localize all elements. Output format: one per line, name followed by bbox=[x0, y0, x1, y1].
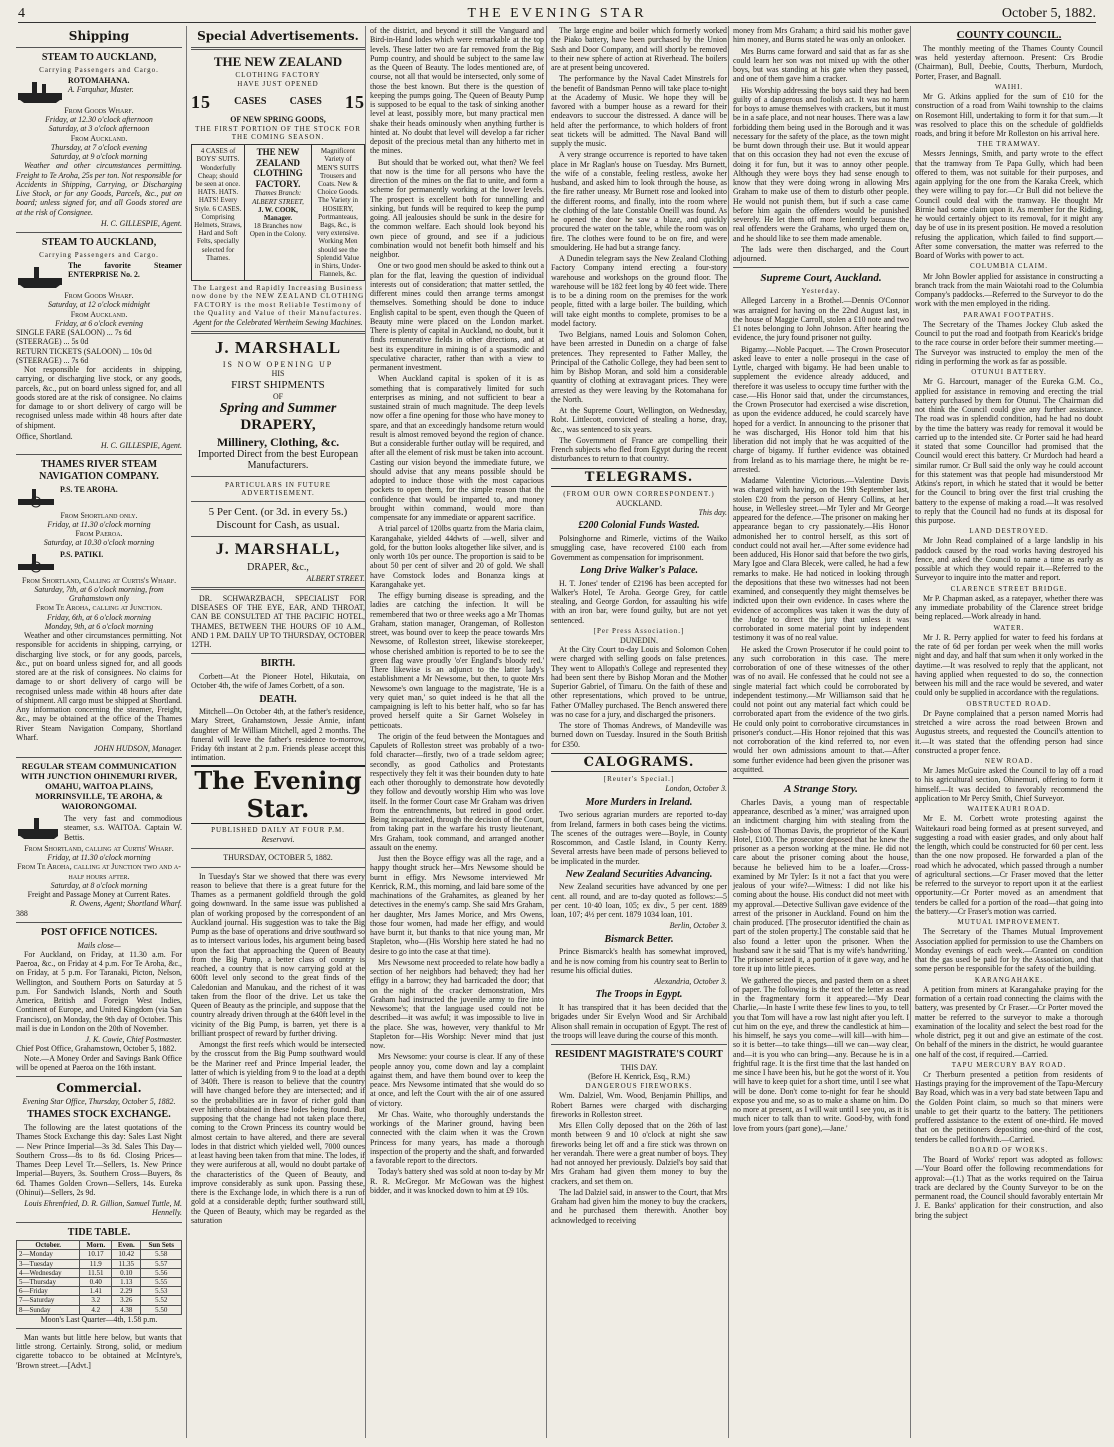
s1-from1: From Goods Wharf. bbox=[64, 105, 134, 115]
council-obstructed: OBSTRUCTED ROAD. bbox=[966, 699, 1052, 708]
tide-cell: 4.38 bbox=[112, 1305, 141, 1314]
column-news-telegrams bbox=[546, 26, 727, 1438]
t1-heading: £200 Colonial Funds Wasted. bbox=[578, 520, 700, 532]
tide-row bbox=[17, 1259, 182, 1268]
council-parawai-body: The Secretary of the Thames Jockey Club asked the Council to put the road and footpath from Kearick's bridge to the race course in order before their summer meeting.—The Surveyor was instructed to employ the men of the riding in performing the work as far as possible. bbox=[915, 319, 1103, 366]
column-editorial-cont bbox=[365, 26, 544, 1438]
s1-t1: Friday, at 12.30 o'clock afternoon bbox=[45, 115, 153, 125]
c3-body: Prince Bismarck's health has somewhat improved, and he is now coming from his country seat to Berlin to resume his official duties. bbox=[551, 947, 727, 975]
calograms-heading: CALOGRAMS. bbox=[551, 753, 727, 772]
nz-cases-a: CASES bbox=[234, 96, 267, 108]
nz-opened: HAVE JUST OPENED bbox=[237, 80, 319, 89]
supreme-court-sub: Yesterday. bbox=[801, 287, 841, 296]
marshall-spring: Spring and Summer bbox=[219, 400, 337, 416]
s1-master: A. Farquhar, Master. bbox=[68, 85, 134, 95]
calograms-sub: [Reuter's Special.] bbox=[603, 775, 675, 784]
s3-c: From Shortland, Calling at Curtis's Wharf. bbox=[21, 575, 177, 585]
council-columbia: COLUMBIA CLAIM. bbox=[969, 262, 1048, 271]
tide-cell: 5.50 bbox=[141, 1305, 182, 1314]
s3-ship1: P.S. TE AROHA. bbox=[60, 484, 118, 494]
s1-sub: Carrying Passengers and Cargo. bbox=[39, 65, 159, 74]
nz-goods2: THE FIRST PORTION OF THE STOCK FOR THE COMING SEASON. bbox=[195, 124, 361, 142]
s3-title: THAMES RIVER STEAM NAVIGATION COMPANY. bbox=[39, 459, 159, 482]
c1-body: Two serious agrarian murders are reported to-day from Ireland, farmers in both cases being the victims. The scenes of the outrages were—Boyle, in County Roscommon, and Castle Island, in County Kerry. Several arrests have been made of persons believed to be implicated in the murder. bbox=[551, 810, 727, 866]
nz-box-branches: 18 Branches now Open in the Colony. bbox=[249, 222, 307, 239]
council-water-body: Mr J. R. Perry applied for water to feed his fordans at the rate of 6d per fordan per week when the mill works night and day, and half that sum when it only worked in the daytime.—It was resolved to reply that the applicant, not having applied when requested to do so, the connection between his mill and the race would be severed, and water could only be supplied in accordance with the regulations. bbox=[915, 632, 1103, 698]
dateline-berlin: Berlin, October 3. bbox=[669, 921, 727, 931]
c5-p3: His Worship addressing the boys said they had been guilty of a dangerous and foolish act. It was no harm for boys to amuse themselves with crackers, but it must be in a safe place, and not near houses. There was a law forbidding them being used in the Borough and it was necessary for the safety of the place, as the town might be burnt down through their use. But it would appear that on this occasion they had not even the excuse of doing it for fun, but it was to annoy other people. Although they were boys they had sense enough to know that they were doing wrong in allowing Mrs Graham to make use of them to disturb other people. He would not punish them, but if such a case came before him again the offenders would be punished severely. He let them off more leniently because the real offenders were the Grahams, who urged them on, and he should like to see them made amenable. bbox=[733, 85, 909, 243]
tide-row bbox=[17, 1296, 182, 1305]
council-otunui: OTUNUI BATTERY. bbox=[971, 368, 1047, 377]
tide-cell: 11.9 bbox=[80, 1259, 112, 1268]
tide-col-morn: Morn. bbox=[80, 1241, 112, 1250]
star-published: PUBLISHED DAILY AT FOUR P.M. bbox=[211, 825, 345, 834]
nz-goods: OF NEW SPRING GOODS, bbox=[230, 114, 326, 124]
tide-cell: 5.58 bbox=[141, 1250, 182, 1259]
c3-p2: But should that be worked out, what then? We feel that now is the time for all persons who have the direction of the mines on the flat to unite, and form a scheme for permanently working at the lower levels. The prospect is excellent both for tunnelling and sinking, but funds will be required to keep the pump going. All jealousies should be sunk in the desire for the common welfare. Each should look beyond his own piece of ground, and see if a judicious combination would not benefit both himself and his neighbor. bbox=[370, 157, 544, 259]
marshall-line1: IS NOW OPENING UP bbox=[222, 360, 334, 370]
commercial-heading: Commercial. bbox=[56, 1081, 142, 1096]
nz-cases-b: CASES bbox=[289, 96, 322, 108]
tide-cell: 0.10 bbox=[112, 1268, 141, 1277]
c4-p7: The Government of France are compelling their French subjects who fled from Egypt during the recent disturbances to return to that country. bbox=[551, 435, 727, 464]
tide-col-sunset: Sun Sets bbox=[141, 1241, 182, 1250]
s3-b: From Paeroa. bbox=[75, 529, 123, 539]
tide-row bbox=[17, 1268, 182, 1277]
s3-d: From Te Aroha, calling at Junction. bbox=[35, 603, 163, 613]
tide-cell: 7—Saturday bbox=[17, 1296, 80, 1305]
council-land: LAND DESTROYED. bbox=[969, 527, 1049, 536]
c3-p12: Today's battery shed was sold at noon to-day by Mr R. R. McGregor. Mr McGowan was the highest bidder, and it was knocked down to him at £9 10s. bbox=[370, 1167, 544, 1195]
s4-t1: From Shortland, calling at Curtis' Wharf. bbox=[24, 843, 174, 853]
council-tramway-body: Messrs Jennings, Smith, and party wrote to the effect that the tramway from Te Papa Gully, which had been offered to them, was not suitable for their purposes, and again applying for the one from the Karaka Creek, which they were willing to pay for.—Cr Bull did not believe the Council could deal with the tramway. He thought Mr Birnie had some claim upon it. As member for the Riding, he would certainly object to its removal, for it might any day be of use in its present position. He moved a resolution refusing the application, which failed to find support.—After some conversation, the matter was referred to the Board of Works with power to act. bbox=[915, 149, 1103, 261]
birth-heading: BIRTH. bbox=[260, 658, 296, 670]
s4-title: REGULAR STEAM COMMUNICATION WITH JUNCTION OHINEMURI RIVER, OMAHU, WAITOA PLAINS, MORRINSVILLE, TE AROHA, & WAIORONGOMAI. bbox=[20, 761, 178, 812]
ship-ad-rotomahana bbox=[16, 76, 182, 104]
council-waihi-body: Mr G. Atkins applied for the sum of £10 for the construction of a road from Waihi township to the claims on Rosemont Hill, undertaking to form it for that sum.—It was resolved to place this on the schedule of goldfields roads, and bring it before Mr Rolleston on his arrival here. bbox=[915, 92, 1103, 139]
t2-heading: Long Drive Walker's Palace. bbox=[580, 564, 698, 576]
marshall-name-2: J. MARSHALL, bbox=[215, 541, 341, 559]
tide-cell: 5.55 bbox=[141, 1277, 182, 1286]
paddle-steamer-icon bbox=[16, 550, 56, 574]
strange-story-p2: We gathered the pieces, and pasted them on a sheet of paper. The following is the text of the letter as read in the fragmentary form it appeared:—'My Dear Charlie,—In haste I write these few lines to you, to tell you that Tom will have a row last night after you left. I cut him on the eye, and threw the candlestick at him—his himself, he says you come—will kill—with him—so it is better—to take things—till we can—way clear, and—it is you who can bring—any. Because he is in a frightful rage. It is the first time that the last handed on me since I have been his, but he got the worst of it. You will have to keep quiet for a short time, until I see what will be done. Don't come to-night for fear he should expose you and me, so as to make a shame on him. Do no more at present, as I will wait until I see you, as it is much nicer to talk than to write. Good-by, with fond love from yours (part gone),—Jane.' bbox=[733, 975, 909, 1133]
council-tapu-body: Cr Therburn presented a petition from residents of Hastings praying for the improvement of the Tapu-Mercury Bay Road, which was in a very bad state between Tapu and the Golden Point claim, so much so that miners were unable to get their quartz to the battery. The petitioners proffered assistance to the extent of one-third. He moved that on the petitioners depositing one-third of the cost, tenders be called forthwith.—Carried. bbox=[915, 1069, 1103, 1144]
s3-note: Weather and other circumstances permitting. Not responsible for accidents in shipping, carrying, or discharging live stock, or for any goods, parcels, &c., put on board unless signed for, and all goods stored are at the risk of consignees. No claims for damage to or short delivery of cargo will be recognised unless made within 48 hours after date of shipment. All cargo must be shipped at Shortland. Any information concerning the steamer, Freight, &c., may be obtained at the office of the Thames River Steam Navigation Company, Shortland Wharf. bbox=[16, 631, 182, 742]
tobacco-ad: Man wants but little here below, but wants that little strong. Certainly. Strong, solid, or medium cigarette tobacco to be obtained at McIntyre's, 'Brown street.—[Advt.] bbox=[16, 1332, 182, 1370]
tide-header-row bbox=[17, 1241, 182, 1250]
tide-table-title: TIDE TABLE. bbox=[67, 1226, 131, 1238]
tide-cell: 11.35 bbox=[112, 1259, 141, 1268]
nz-box-mid bbox=[244, 145, 312, 280]
rm-p2: Mrs Ellen Colly deposed that on the 26th of last month between 9 and 10 o'clock at night she saw fireworks being let off and a fire stick was thrown on her verandah. There were a great number of boys. They had not annoyed her previously. Dalziel's boy said that Mrs Graham had given them money to buy the crackers, and set them on. bbox=[551, 1121, 727, 1186]
birth-notice: Corbett—At the Pioneer Hotel, Hikutaia, on October 4th, the wife of James Corbett, of a son. bbox=[191, 672, 365, 691]
s1-t4: Saturday, at 9 o'clock morning bbox=[50, 152, 148, 162]
s4-t3: From Te Aroha, calling at Junction two and a-half hours after. bbox=[17, 862, 181, 881]
s1-agent: H. C. GILLESPIE, Agent. bbox=[100, 218, 182, 228]
ad-number: 388 bbox=[16, 908, 28, 918]
council-mutual-body: The Secretary of the Thames Mutual Improvement Association applied for permission to use the Chambers on Monday evenings of each week.—Granted on condition that the gas used be paid for by the Association, and that some person be responsible for the safety of the building. bbox=[915, 927, 1103, 974]
c3-p6: The effigy burning disease is spreading, and the ladies are catching the infection. It will be remembered that two or three weeks ago a Mr Thomas Graham, station manager, Orangeman, of Rolleston street, was bound over to keep the peace towards Mrs Newsome, of Rolleston street, likewise storekeeper, whose cherished ambition is reported to be to see the green flag wave proudly 'o'er England's bloody red.' There likewise is an adjunct to the latter lady's establishment a Mr Newsome, but then, to quote Mrs Newsome's own language to the magistrate, 'He is a very quiet man,' so quiet indeed is he that all the campaigning is left to his better half, who so far has proved herself quite a Sir Garnet Wolseley in petticoats. bbox=[370, 591, 544, 730]
council-mutual: MUTUAL IMPROVEMENT. bbox=[957, 918, 1061, 927]
ship-ad-waitoa bbox=[16, 814, 182, 842]
c4-heading: The Troops in Egypt. bbox=[595, 989, 683, 1001]
c3-p1: of the district, and beyond it still the Vanguard and Bird-in-Hand lodes which were remarkable at the top levels. These latter two are far removed from the Big Pump country, and should be subject to the same law as the Queen of Beauty. The lodes mentioned are, of course, not all that would be intersected, only some of those the best known. But there is the question of keeping the pumps going. The Queen of Beauty Pump is supposed to be equal to the task of sinking another level at least, possibly more, but many practical men shake their heads ominously when anything further is hinted at. No doubt that level will develop a far richer deposit of the precious metal than any hitherto met in the mines. bbox=[370, 26, 544, 156]
post-office-date: Chief Post Office, Grahamstown, October 5, 1882. bbox=[16, 1044, 177, 1054]
marshall-draper: DRAPER, &c., bbox=[247, 561, 309, 573]
s3-c1: Saturday, 7th, at 6 o'clock morning, from Grahamstown only bbox=[34, 584, 164, 604]
death-notice: Mitchell—On October 4th, at the father's residence, Mary Street, Grahamstown, Jessie Annie, infant daughter of Mr William Mitchell, aged 2 months. The funeral will leave the father's residence to-morrow, Friday 6th instant at 2 p.m. Friends please accept this intimation. bbox=[191, 707, 365, 763]
s4-t4: Saturday, at 8 o'clock morning bbox=[50, 880, 148, 890]
tide-cell: 5.57 bbox=[141, 1259, 182, 1268]
rm-before: (Before H. Kenrick, Esq., R.M.) bbox=[588, 1072, 690, 1082]
s2-title: STEAM TO AUCKLAND, bbox=[41, 237, 157, 249]
tide-cell: 8—Sunday bbox=[17, 1305, 80, 1314]
nz-agent: Agent for the Celebrated Wertheim Sewing Machines. bbox=[193, 318, 363, 328]
c3-p3: One or two good men should be asked to think out a plan for the flat, leaving the question of individual interests out of consideration; that matter settled, the different mines could then arrange terms amongst themselves. Something should be done to induce English capital to be spent, even though the Queen of Beauty mine were placed on the London market. There is plenty of capital in Auckland, no doubt, but it finds remunerative fields in other directions, and at best its expenditure in mining is of a spasmodic and speculative character, rather than with a view to permanent investment. bbox=[370, 261, 544, 372]
s2-t2: Friday, at 6 o'clock evening bbox=[55, 318, 143, 328]
tide-cell: 5.52 bbox=[141, 1296, 182, 1305]
sc-p3: Madame Valentine Victorious.—Valentine Davis was charged with having, on the 19th September last, stolen £20 from the person of Henry Collins, at her house, in Wellesley street.—Mr Tyler and Mr George appeared for the defence.—The prisoner on making her appearance began to cry passionately.—His Honor admonished her to control herself, as this sort of conduct could not avail her.—After some evidence had been adduced, His Honor said that before the two girls, Mary Igoe and Clara Blecek, were called, he had a few remarks to make. He had noticed in looking through the depositions that these two witnesses had not been examined, and consequently they might themselves be indicted upon their own evidence. In cases where the evidence of accomplices was taken it was the duty of the Judge to direct the jury that unless it was corroborated in some material point by independent testimony it was of no real value. bbox=[733, 476, 909, 643]
ship-ad-enterprise bbox=[16, 261, 182, 289]
marshall-millinery: Millinery, Clothing, &c. bbox=[216, 434, 340, 449]
stock-exchange-body: The following are the latest quotations of the Thames Stock Exchange this day: Sales Last Night— New Prince Imperial—3s 3d. Sales This Day— Southern Cross—8s to 8s 6d. Closing Prices— Thames Deep Level Tr.—Sellers, 1s. New Prince Imperial—Buyers, 3s. Southern Cross—Buyers, 8s 6d. Thames Golden Crown—Sellers, 14s. Eureka (Ohinui)—Sellers, 2s 9d. bbox=[16, 1123, 182, 1197]
c3-p7: The origin of the feud between the Montagues and Capulets of Rolleston street was probably of a two-fold character—firstly, two of a trade seldom agree; secondly, as good Catholics and Protestants respectively they felt it was their bounden duty to hate each other thoroughly to demonstrate how devotedly they follow and devoutly worship Him who was love itself. In the former Court case Mr Graham was driven from the entrenchments, but retired in good order. Being incapacitated, through the decision of the Court, from taking part in the warfare his trusty lieutenant, Mrs Graham, took command, and arranged another assault on the enemy. bbox=[370, 731, 544, 852]
column-council-mines bbox=[910, 26, 1103, 1438]
ship-ad-patiki bbox=[16, 550, 182, 574]
tide-cell: 10.42 bbox=[112, 1250, 141, 1259]
s4-t5: Freight and Passage Money at Current Rates. bbox=[27, 890, 171, 900]
s1-ship: ROTOMAHANA. bbox=[68, 75, 130, 85]
s2-from2: From Auckland. bbox=[70, 309, 128, 319]
s2-office: Office, Shortland. bbox=[16, 431, 73, 441]
c5-p2: Mrs Burns came forward and said that as far as she could learn her son was not mixed up with the other boys, but was standing at his gate when they passed, and one of them gave him a cracker. bbox=[733, 46, 909, 84]
tide-cell: 0.40 bbox=[80, 1277, 112, 1286]
council-board: BOARD OF WORKS. bbox=[969, 1145, 1049, 1154]
steamship-icon bbox=[16, 261, 64, 289]
nz-box-branch: Thames Branch: ALBERT STREET, bbox=[252, 189, 304, 206]
tide-row bbox=[17, 1287, 182, 1296]
s2-ship: The favorite Steamer ENTERPRISE No. 2. bbox=[68, 261, 182, 280]
tide-cell: 4—Wednesday bbox=[17, 1268, 80, 1277]
c3-p5: A trial parcel of 120lbs quartz from the Maria claim, Karangahake, yielded 44dwts of —well, silver and gold, for the button looks altogether like silver, and is only worth 10s per ounce. The proportion is said to be about 50 per cent of silver and 20 of gold. We shall have Comstock lodes and Bonanza kings at Karangahake yet. bbox=[370, 524, 544, 589]
tide-cell: 3.2 bbox=[80, 1296, 112, 1305]
c3-p10: Mrs Newsome: your course is clear. If any of these people annoy you, come down and lay a complaint against them, and have them bound over to keep the peace. Mrs Newsome intimated that she would do so at once, and left the Court with the air of one assured of victory. bbox=[370, 1052, 544, 1108]
t4-body: The store of Thomas Andrews, of Mandeville was burned down on Tuesday. Insured in the South British for £350. bbox=[551, 721, 727, 749]
council-water: WATER. bbox=[993, 623, 1025, 632]
council-karangahake-body: A petition from miners at Karangahake praying for the formation of a certain road connecting the claims with the battery, was presented by Cr Fraser.—Cr Porter moved the matter be referred to the surveyor to make a thorough examination of the locality and select the best road for the whole district, peg it out and give an estimate of the cost. On behalf of the miners in the district, he would guarantee one half of the cost, if required.—Carried. bbox=[915, 984, 1103, 1059]
tide-cell: 1.41 bbox=[80, 1287, 112, 1296]
steamship-icon bbox=[16, 814, 60, 840]
rm-p3: The lad Dalziel said, in answer to the Court, that Mrs Graham had given him the money to buy the crackers, and he purchased them therewith. Another boy acknowledged to receiving bbox=[551, 1187, 727, 1225]
c3-p9: Mrs Newsome next proceeded to relate how badly a section of her neighbors had behaved; they had her effigy in a barrow; they had barricaded the door; that on the night of the cracker demonstration, Mrs Graham had instructed the juvenile army to fire into Newsome's; that the language used could not be described—it was awful; it was impossible to live in the place. She was, however, very thankful to Mr Stapleton for—His Worship: Never mind that just now. bbox=[370, 957, 544, 1050]
s4-ship: The very fast and commodious steamer, s.s. WAITOA. Captain W. Bettis. bbox=[64, 814, 182, 842]
marshall-particulars: PARTICULARS IN FUTURE ADVERTISEMENT. bbox=[225, 481, 331, 498]
nz-15-left: 15 bbox=[191, 91, 211, 112]
stock-exchange-title: THAMES STOCK EXCHANGE. bbox=[27, 1109, 171, 1121]
council-land-body: Mr John Read complained of a large landslip in his paddock caused by the road works having destroyed his fence, and asked the Council to name a time as early as possible at which they would repair it.—Referred to the Surveyor to inquire into the matter and report. bbox=[915, 536, 1103, 583]
s3-a: From Shortland only. bbox=[60, 510, 138, 520]
council-waitekauri: WAITEKAURI ROAD. bbox=[967, 805, 1051, 814]
issue-date: October 5, 1882. bbox=[1001, 6, 1096, 21]
column-advertisements bbox=[186, 26, 365, 1438]
rm-p1: Wm. Dalziel, Wm. Wood, Benjamin Phillips, and Robert Barnes were charged with discharging fireworks in Rolleston street. bbox=[551, 1091, 727, 1119]
return-steerage: (STEERAGE) ... 7s 6d bbox=[16, 355, 89, 365]
c5-p1: money from Mrs Graham; a third said his mother gave him money, and Burns stated he was only an onlooker. bbox=[733, 26, 909, 45]
council-tramway: THE TRAMWAY. bbox=[977, 140, 1041, 149]
column-courts bbox=[728, 26, 909, 1438]
t1-body: Polsinghorne and Rimerle, victims of the Waiko smuggling case, have recovered £100 each from Government as compensation for imprisonment. bbox=[551, 534, 727, 562]
s1-t2: Saturday, at 3 o'clock afternoon bbox=[48, 124, 150, 134]
nz-clothing-sub: CLOTHING FACTORY bbox=[235, 71, 321, 80]
supreme-court-heading: Supreme Court, Auckland. bbox=[760, 272, 882, 285]
sc-p2: Bigamy.—Noble Pacquet. — The Crown Prosecutor asked leave to enter a nolle prosequi in the case of Lyttle, charged with bigamy. He had been unable to supplement the evidence already adduced, and therefore it was useless to occupy time further with the case.—His Honor said that, under the circumstances, the Crown Prosecutor had exercised a wise discretion, as upon the evidence adduced, he could scarcely have hoped for a verdict. In announcing to the prisoner that he was discharged, His Honor told him that his liberation did not imply that he was acquitted of the charge of bigamy. If further evidence was obtained from Ireland as to his marriage there, he might be re-arrested. bbox=[733, 344, 909, 474]
fare-steerage: (STEERAGE) ... 5s 0d bbox=[16, 337, 89, 347]
c4-body: It has transpired that it has been decided that the brigades under Sir Evelyn Wood and Sir Archibald Alison shall remain in occupation of Egypt. The rest of the troops will leave during the course of this month. bbox=[551, 1003, 727, 1040]
s2-from1: From Goods Wharf. bbox=[64, 291, 134, 301]
tide-cell: 2.29 bbox=[112, 1287, 141, 1296]
c4-p3: A very strange occurrence is reported to have taken place in Mr Raglan's house on Tuesday. Mrs Burnett, the wife of a constable, feeling restless, awoke her husband, and asked him to look through the house, as the fire rather uneasy. Mr Burnett rose and looked into the different rooms, and finally, into the room where the clothing of the late Constable Oneill was found. As he opened the door he saw a blaze, and quickly procured the water on the table, while the room was on fire. The clothes were found to be on fire, and were smouldering. He had but a strange fancy. bbox=[551, 150, 727, 252]
post-sub: Mails close— bbox=[77, 940, 121, 950]
tide-cell: 1.13 bbox=[112, 1277, 141, 1286]
c3-heading: Bismarck Better. bbox=[604, 933, 674, 945]
star-date: THURSDAY, OCTOBER 5, 1882. bbox=[223, 853, 333, 863]
tide-col-month: October. bbox=[17, 1241, 80, 1250]
dateline-auckland: AUCKLAND. bbox=[615, 498, 663, 508]
sc-p1: Alleged Larceny in a Brothel.—Dennis O'Connor was arraigned for having on the 22nd August last, in the house of Maggie Carroll, stolen a £10 note and two £1 notes belonging to John Johnson. After hearing the evidence, the jury found prisoner not guilty. bbox=[733, 296, 909, 343]
tide-row bbox=[17, 1305, 182, 1314]
nz-clothing-box bbox=[191, 144, 365, 281]
c3-p4: When Auckland capital is spoken of it is as something that is comparatively limited for such enterprises as mining, and not sufficient to bear a sustained strain of much magnitude. The deep levels now offer a fine opening for those who have money to spare, and that an exceedingly handsome return would result is almost removed beyond the region of chance. But a considerable further outlay will be required, and after all the element of risk must be taken into account. Casting our vision beyond the immediate future, we should advise that any means possible should be adopted to induce those with the most capacious pockets to open them, for the simple reason that the confidence that would be imparted to, and money brought within command, would more than compensate for any immediate or apparent sacrifice. bbox=[370, 374, 544, 522]
newspaper-title: THE EVENING STAR bbox=[467, 6, 647, 21]
council-karangahake: KARANGAHAKE. bbox=[974, 975, 1044, 984]
c1-heading: More Murders in Ireland. bbox=[585, 796, 693, 808]
c2-heading: New Zealand Securities Advancing. bbox=[565, 868, 713, 880]
telegrams-sub: (FROM OUR OWN CORRESPONDENT.) bbox=[563, 489, 715, 498]
fare-saloon: SINGLE FARE (SALOON) ... 7s 6d bbox=[16, 328, 132, 338]
c4-p4: A Dunedin telegram says the New Zealand Clothing Factory Company intend erecting a four-story warehouse and workshops on the ground floor. The warehouse will be 182 feet long by 40 feet wide. There is to be a dining room on the premises for the work people, fitted with a large boiler. The building, which will take eight months to complete, promises to be a model factory. bbox=[551, 254, 727, 328]
council-board-body: The Board of Works' report was adopted as follows:—'Your Board offer the following recommendations for approval:—(1.) That as the works required on the Tairua track are declared by the County Surveyor to be on the permanent road, the Council should favorably entertain Mr J. E. Banks' application for their construction, and also bring the subject bbox=[915, 1155, 1103, 1220]
s3-ship2: P.S. PATIKI. bbox=[60, 549, 104, 559]
dr-schwarzbach-ad: DR. SCHWARZBACH, SPECIALIST FOR DISEASES OF THE EYE, EAR, AND THROAT, CAN BE CONSULTED AT THE PACIFIC HOTEL, THAMES, BETWEEN THE HOURS OF 10 A.M., AND 1 P.M. DAILY UP TO THURSDAY, OCTOBER 12TH. bbox=[191, 593, 365, 650]
s2-t1: Saturday, at 12 o'clock midnight bbox=[48, 300, 150, 310]
c4-p5: Two Belgians, named Louis and Solomon Cohen, have been arrested in Dunedin on a charge of false pretences. They represented to Father Malley, the Principal of the Catholic College, they had been sent to him by Bishop Moran, and sold him a considerable quantity of clothing at extravagant prices. They were arrested as they were leaving by the Rotomahana for the North. bbox=[551, 330, 727, 404]
dateline-alexandria: Alexandria, October 3. bbox=[654, 977, 727, 987]
council-obstructed-body: Dr Payne complained that a person named Morris had stretched a wire across the road between Brown and Augustus streets, and requested the Council's attention to it.—It was stated that the offending person had since constructed a proper fence. bbox=[915, 708, 1103, 755]
rm-day: THIS DAY. bbox=[620, 1062, 658, 1072]
dateline-london: London, October 3. bbox=[665, 784, 727, 794]
council-waihi: WAIHI. bbox=[994, 82, 1024, 91]
steamship-icon bbox=[16, 76, 64, 104]
nz-box-left: 4 CASES of BOYS' SUITS. Wonderfully Cheap; should be seen at once. HATS. HATS. HATS! Every Style. 6 CASES. Comprising Helmets, Straws, Hard and Soft Felts, specially selected for Thames. bbox=[194, 147, 242, 262]
c4-p1: The large engine and boiler which formerly worked the Piako battery, have been purchased by the Union Sash and Door Company, and will shortly be removed to their new sphere of action at Riverhead. The boilers are at present being uncovered. bbox=[551, 26, 727, 72]
marshall-of: OF bbox=[272, 391, 284, 401]
council-clarence: CLARENCE STREET BRIDGE. bbox=[950, 584, 1068, 593]
council-clarence-body: Mr P. Chapman asked, as a ratepayer, whether there was any immediate probability of the Clarence street bridge being replaced.—Work already in hand. bbox=[915, 593, 1103, 622]
post-sig: J. K. Cowie, Chief Postmaster. bbox=[85, 1035, 182, 1045]
council-otunui-body: Mr G. Harcourt, manager of the Eureka G.M. Co., applied for assistance in removing and erecting the trial battery purchased by them for Otunui. The Chairman did not think the Council could give any further assistance. The road was in splendid condition, had he had no doubt by the time the battery was ready for removal it would be carried up to the intended site. Cr Porter said he had heard it stated that some Councillor had promised that the Council would erect this battery. Cr Murdoch had heard a similar rumor. Cr Bull said the only way he could account for this statement was that people had misunderstood Mr Atkins's report, in which he stated that it would be better for the Council to bring over the first trial crushing the battery to the expense of making a road.—It was resolved to reply that the Council had no funds at its disposal for this purpose. bbox=[915, 377, 1103, 526]
press-association: [Per Press Association.] bbox=[593, 626, 685, 635]
tide-cell: 11.51 bbox=[80, 1268, 112, 1277]
c5-p4: The lads were then discharged, and the Court adjourned. bbox=[733, 244, 909, 263]
s1-note: Weather and other circumstances permitting. Freight to Te Aroha, 25s per ton. Not responsible for Accidents in Shipping, Carrying, or Discharging Live Stock, or for any Goods, Parcels, &c., put on board; unless signed for, and all Goods stored are at the risk of Consignee. bbox=[16, 161, 182, 217]
masthead bbox=[18, 4, 1096, 23]
s4-t2: Friday, at 11.30 o'clock morning bbox=[47, 853, 151, 863]
evening-star-title: The Evening Star. bbox=[191, 765, 365, 824]
post-office-heading: POST OFFICE NOTICES. bbox=[40, 926, 158, 938]
tide-col-even: Even. bbox=[112, 1241, 141, 1250]
marshall-name: J. MARSHALL bbox=[214, 338, 342, 358]
nz-cases-row bbox=[191, 90, 365, 115]
s3-b1: Saturday, at 10.30 o'clock morning bbox=[43, 538, 155, 548]
this-day: This day. bbox=[698, 508, 727, 518]
c4-p2: The performance by the Naval Cadet Minstrels for the benefit of Bandsman Penno will take place to-night at the Academy of Music. We hope they will be favored with a bumper house as a reward for their endeavors to succour the distressed. A dance will be held after the performance, to which holders of front seat tickets will be admitted. The Naval Band will supply the music. bbox=[551, 74, 727, 148]
ship-ad-te-aroha bbox=[16, 485, 182, 509]
sc-p4: He asked the Crown Prosecutor if he could point to any such corroboration in this case. The mere corroboration of one of these witnesses of the other was of no avail. He confessed that he could not see a single material fact which could be corroborated by independent testimony.—Mr Williamson said that he could not point out any material fact which could be corroborated apart from the evidence of the two girls. He could only point to corroborative circumstances in prisoner's conduct.—His Honor rejoined that this was not corroboration of the kind referred to, nor even would her own admissions amount to that.—After some further evidence had been given the prisoner was acquitted. bbox=[733, 644, 909, 774]
s3-d1: Friday, 6th, at 6 o'clock morning bbox=[46, 612, 152, 622]
s3-a1: Friday, at 11.30 o'clock morning bbox=[47, 519, 151, 529]
c2-body: New Zealand securities have advanced by one per cent. all round, and are to-day quoted as follows:—5 per cent. 10·40 loan, 105; ex div., 5 per cent. 1889 loan, 107; 4½ per cent. 1879 1034 loan, 101. bbox=[551, 882, 727, 920]
strange-story-p1: Charles Davis, a young man of respectable appearance, described as 'a miner,' was arraigned upon an indictment charging him with stealing from the cash-box of Thomas Davis, the proprietor of the Kauri Hotel, £100. The prosecutor deposed that he knew the prisoner as a person working at the mine. He did not care about the prisoner coming about the house, because he believed him to be a loafer.—Cross-examined by Mr Tyler: Is it not a fact that you were jealous of your wife?—Witness: I did not like his coming about the house. His conduct did not meet with my approval.—Detective Sullivan gave evidence of the arrest of the prisoner in Auckland. Found on him the chain produced. [The prosecutor identified the chain as part of the stolen property.] The constable said that he also found a letter upon the prisoner. When the husband saw it he said 'That is my wife's handwriting.' The prisoner seized it, a portion of it gave way, and he tore it up into little pieces. bbox=[733, 797, 909, 974]
nz-box-right: Magnificent Variety of MEN'S SUITS Trousers and Coats. New & Choice Goods. The Variety in HOSIERY, Portmanteaus, Bags, &c., is very extensive. Working Men should see the Splendid Value in Shirts, Under-Flannels, &c. bbox=[314, 147, 362, 279]
s3-d2: Monday, 9th, at 6 o'clock morning bbox=[44, 621, 154, 631]
c3-p11: Mr Chas. Waite, who thoroughly understands the workings of the Mariner ground, having been connected with the claim when it was the Crown Princess for many years, has made a thorough inspection of the property and the shaft, and forwarded a favorable report to the directors. bbox=[370, 1109, 544, 1165]
tide-table bbox=[16, 1240, 182, 1315]
star-reserved: Reservavi. bbox=[261, 835, 295, 845]
page-number: 4 bbox=[18, 6, 25, 21]
column-shipping bbox=[16, 26, 182, 1438]
council-tapu: TAPU MERCURY BAY ROAD. bbox=[951, 1060, 1067, 1069]
c3-p8: Just then the Boyce effigy was all the rage, and a happy thought struck her—Mrs Newsome should be burnt in effigy. Mrs Newsome interviewed Mr Kenrick, R.M., this morning, and laid bare some of the machinations of the Grahamites, as gleaned by her detectives in the enemy's camp. She said Mrs Graham, her daughter, Mrs James Morice, and Mrs Owens, those four women, had made her effigy, and would have burnt it, but thanks to that nice young man, Mr Stapleton, who—(His Worship here stated he had no desire to go into the case at that time). bbox=[370, 854, 544, 956]
s1-title: STEAM TO AUCKLAND, bbox=[41, 52, 157, 64]
tide-cell: 5.53 bbox=[141, 1287, 182, 1296]
tide-cell: 5—Thursday bbox=[17, 1277, 80, 1286]
post-body: For Auckland, on Friday, at 11.30 a.m. For Paeroa, &c., on Friday at 4 p.m. For Te Aroha, &c., on Friday, at 5 p.m. For Taranaki, Picton, Nelson, Wellington, and Southern Ports on Saturday at 5 p.m. For Sandwich Islands, North and South America, British and Foreign West Indies, Continent of Europe, and United Kingdom (via San Francisco), on Monday, the 9th day of October. This mail is due in London on the 20th of November. bbox=[16, 949, 182, 1033]
c4-p6: At the Supreme Court, Wellington, on Wednesday, Robt. Littlecott, convicted of stealing a horse, dray, &c., was sentenced to six years. bbox=[551, 406, 727, 434]
council-new-road-body: Mr James McGuire asked the Council to lay off a road to his agricultural section, Ohinemuri, offering to form it himself.—It was decided to favorably recommend the application to Mr Percy Smith, Chief Surveyor. bbox=[915, 766, 1103, 803]
editorial-p2: Amongst the first reefs which would be intersected by the crosscut from the Big Pump southward would be the Mariner reef and Prince Imperial leader, the latter of which is yielding from 9 to the load at a depth of 340ft. There is reason to believe that the country will have changed before they are intersected; and if so the probabilities are in favor of richer gold than ever hitherto obtained in these lodes being found. But supposing that the change had not taken place there, coming to the Crown Princess its country would be almost certain to have altered, and there are several lodes in that district which yielded well, 7000 ounces at least having been taken from that mine. The lodes, if they were auriferous at all, would no doubt partake of the characteristics of the Queen of Beauty, and improve considerably as sunk upon. Passing these, there is the Exchange lode, in which there is a run of gold at a considerable depth; further southward still, the Queen of Beauty, which may be regarded as the saturation bbox=[191, 1040, 365, 1225]
marshall-imported: Imported Direct from the best European Manufacturers. bbox=[197, 448, 359, 472]
s1-t3: Thursday, at 7 o'clock evening bbox=[50, 142, 148, 152]
tide-row bbox=[17, 1250, 182, 1259]
nz-15-right: 15 bbox=[344, 91, 365, 112]
nz-clothing-title: THE NEW ZEALAND bbox=[213, 54, 343, 70]
death-heading: DEATH. bbox=[259, 693, 297, 705]
paddle-steamer-icon bbox=[16, 485, 56, 509]
nz-box-manager: J. W. COOK, Manager. bbox=[258, 205, 298, 222]
stock-exchange-sig: Louis Ehrenfried, D. R. Gillion, Samuel Tuttle, M. Hennelly. bbox=[24, 1199, 182, 1218]
s2-sub: Carrying Passengers and Cargo. bbox=[39, 250, 159, 259]
tide-cell: 3—Tuesday bbox=[17, 1259, 80, 1268]
special-ads-heading: Special Advertisements. bbox=[197, 29, 359, 43]
council-waitekauri-body: Mr E. M. Corbett wrote protesting against the Waitekauri road being formed as at present surveyed, and suggesting a road with easier grades, and only about half the length, which could be constructed for 60 per cent. less than the one now proposed. He forwarded a plan of the road which he advocated, which passed through a number of agricultural sections.—Cr Fraser moved that the letter be referred to the surveyor to report upon it at the earliest opportunity.—Cr Porter moved as an amendment that tenders be called for a portion of the road—that going into the battery.—Cr Fraser's motion was carried. bbox=[915, 814, 1103, 916]
shipping-heading: Shipping bbox=[68, 29, 130, 43]
tide-cell: 5.56 bbox=[141, 1268, 182, 1277]
moon-phase: Moon's Last Quarter—4th, 1.58 p.m. bbox=[40, 1314, 158, 1324]
nz-box-mid-title: THE NEW ZEALAND CLOTHING FACTORY. bbox=[253, 147, 303, 189]
tide-cell: 2—Monday bbox=[17, 1250, 80, 1259]
county-council-heading: COUNTY COUNCIL. bbox=[956, 29, 1062, 41]
marshall-his: HIS bbox=[271, 369, 285, 379]
strange-story-heading: A Strange Story. bbox=[784, 783, 858, 796]
tide-cell: 3.26 bbox=[112, 1296, 141, 1305]
s2-agent: H. C. GILLESPIE, Agent. bbox=[100, 441, 182, 451]
editorial-p1: In Tuesday's Star we showed that there was every reason to believe that there is a great future for the Thames as a permanent goldfield through the gold going downward. In the same issue was published a plan of working proposed by the correspondent of an Auckland journal. His suggestion was to take the Big Pump as the base of operations and drive southward so as to intersect various lodes, his argument being based upon the fact that approaching the Queen of Beauty from the Big Pump, a better class of country is reached, a country that is now carrying gold at the 600ft level only second to the great finds of the Caledonian and Manukau, and the richest of it was taken from the floor of the drive. Let us take the Queen of Beauty as the principle, and suppose that the country already driven through at the 640ft level in the vicinity of the Big Pump, is barren, yet there is a brilliant prospect of reward by further driving. bbox=[191, 871, 365, 1038]
s2-note: Not responsible for accidents in shipping, carrying, or discharging live stock, or any goods, parcels, &c., put on board unless signed for, and all goods stored are at the risk of consignee. No claims for damage to or short delivery of cargo will be recognised unless made within 48 hours after date of shipment. bbox=[16, 365, 182, 430]
council-p1: The monthly meeting of the Thames County Council was held yesterday afternoon. Present: Crs Brodie (Chairman), Bull, Deebie, Coutts, Therburn, Murdoch, Porter, Fraser, and Bagnall. bbox=[915, 43, 1103, 81]
rm-case: DANGEROUS FIREWORKS. bbox=[585, 1082, 693, 1091]
s1-from2: From Auckland. bbox=[70, 133, 128, 143]
tide-cell: 10.17 bbox=[80, 1250, 112, 1259]
s3-agent: JOHN HUDSON, Manager. bbox=[93, 744, 182, 754]
council-columbia-body: Mr John Bowler applied for assistance in constructing a branch track from the main Waiotahi road to the Columbia Company's paddocks.—Referred to the Surveyor to do the work with the men employed in the riding. bbox=[915, 271, 1103, 309]
t2-body: H. T. Jones' tender of £2196 has been accepted for Walker's Hotel, Te Aroha. George Grey, for cattle stealing, and George Gordon, for assaulting his wife with an iron bar, were found guilty, but are not yet sentenced. bbox=[551, 578, 727, 625]
dateline-dunedin: DUNEDIN. bbox=[620, 635, 658, 645]
marshall-street: ALBERT STREET. bbox=[306, 573, 365, 583]
s4-agent: R. Owens, Agent; Shortland Wharf. bbox=[70, 899, 182, 909]
marshall-drapery: DRAPERY, bbox=[240, 417, 316, 434]
post-note: Note.—A Money Order and Savings Bank Office will be opened at Paeroa on the 16th instant. bbox=[16, 1053, 182, 1072]
council-parawai: PARAWAI FOOTPATHS. bbox=[963, 310, 1055, 319]
nz-footer: The Largest and Rapidly Increasing Business now done by the NEW ZEALAND CLOTHING FACTORY is the most Reliable Testimony of the Quality and Value of their Manufactures. bbox=[191, 284, 365, 317]
rm-court-heading: RESIDENT MAGISTRATE'S COURT bbox=[555, 1049, 723, 1061]
commercial-sub: Evening Star Office, Thursday, October 5, 1882. bbox=[22, 1097, 176, 1107]
return-saloon: RETURN TICKETS (SALOON) ... 10s 0d bbox=[16, 346, 152, 356]
telegrams-heading: TELEGRAMS. bbox=[551, 468, 727, 487]
tide-row bbox=[17, 1277, 182, 1286]
t3-body: At the City Court to-day Louis and Solomon Cohen were charged with selling goods on false pretences. They went to Allopath's College and represented they had been sent there by Bishop Moran and the Mother Superior Gabriel, of Timaru. On the faith of these and other representations, which proved to be untrue, Father O'Malley purchased. The Bench answered there was no case for a jury, and discharged the prisoners. bbox=[551, 645, 727, 719]
tide-cell: 6—Friday bbox=[17, 1287, 80, 1296]
marshall-first: FIRST SHIPMENTS bbox=[231, 378, 325, 391]
marshall-discount: 5 Per Cent. (or 3d. in every 5s.) Discount for Cash, as usual. bbox=[208, 506, 348, 532]
tide-cell: 4.2 bbox=[80, 1305, 112, 1314]
council-new-road: NEW ROAD. bbox=[984, 757, 1034, 766]
